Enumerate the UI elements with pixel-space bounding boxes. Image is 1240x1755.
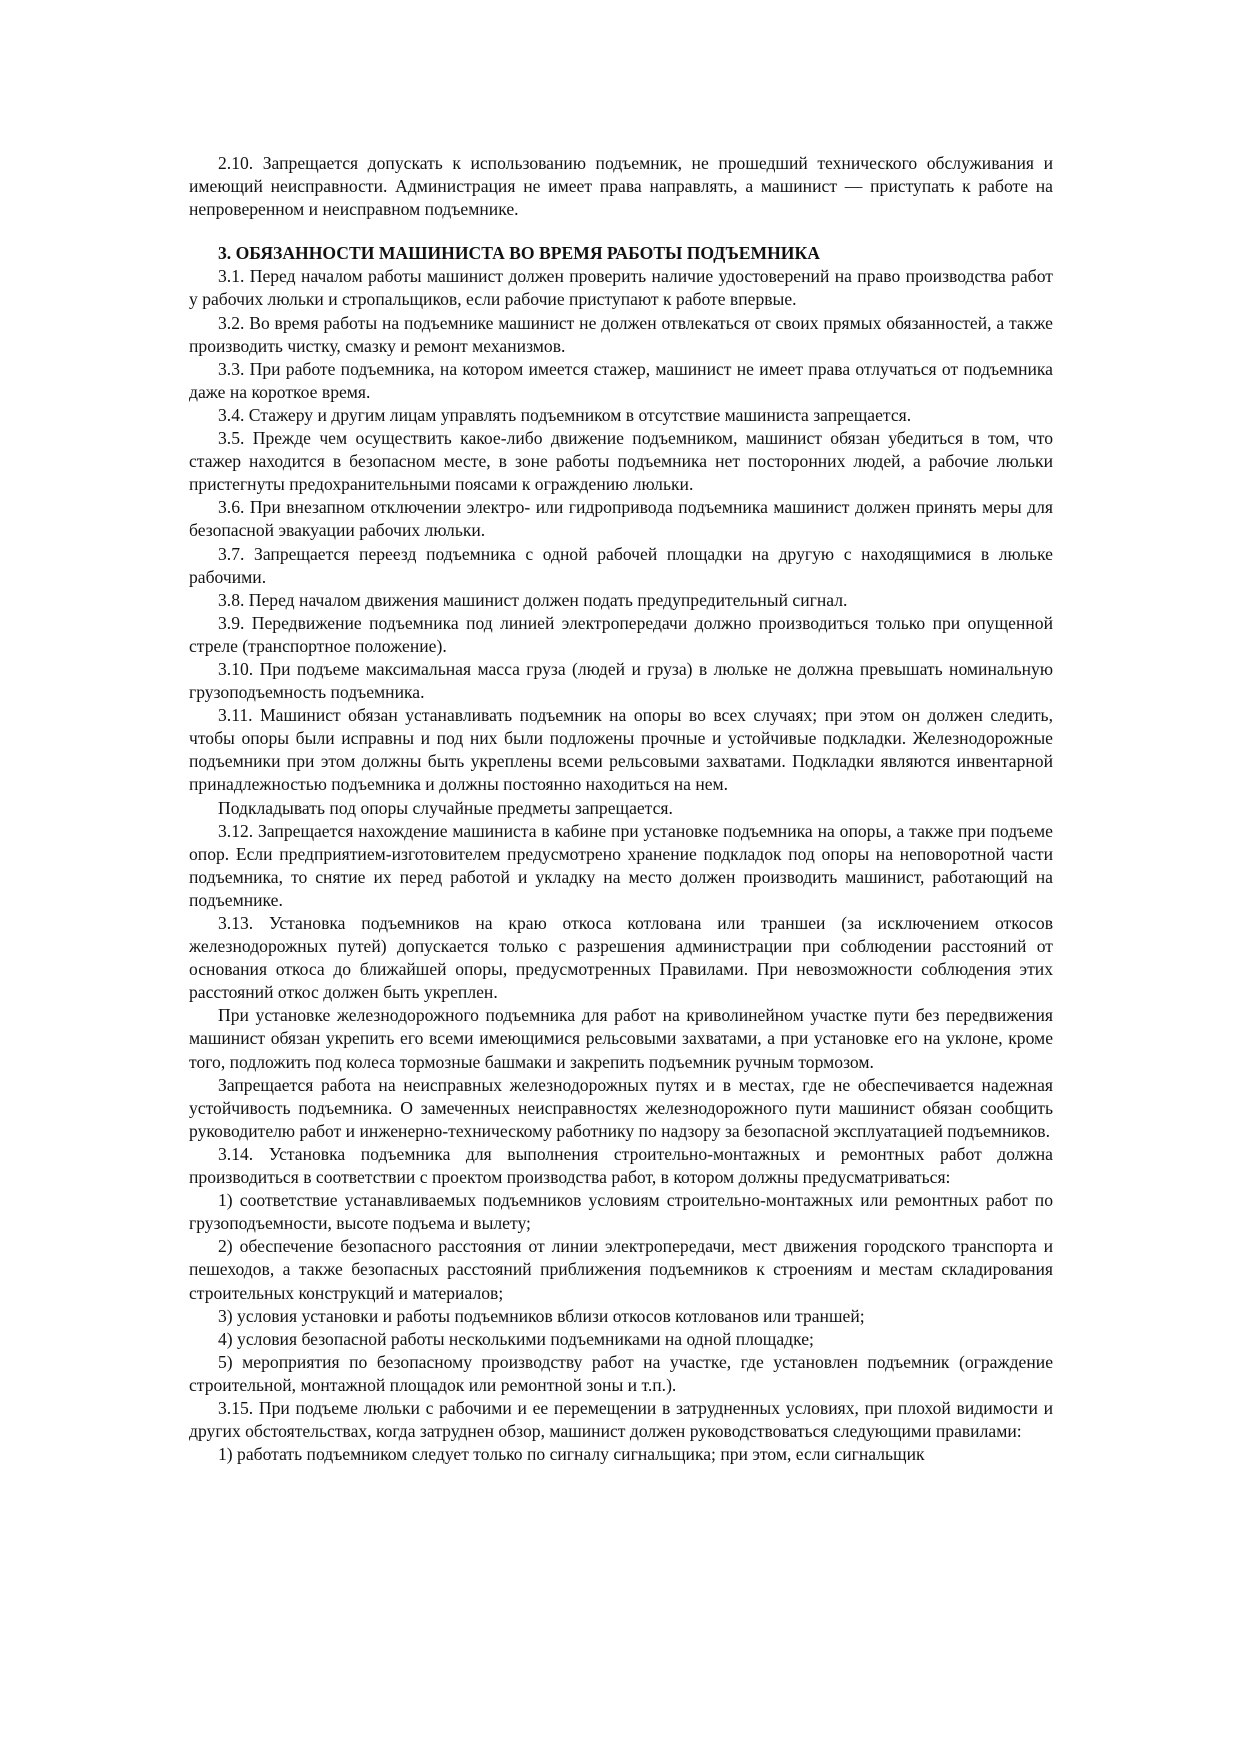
paragraph-3-8: 3.8. Перед началом движения машинист должен подать предупредительный сигнал. (218, 589, 848, 610)
list-item-3-15-1: 1) работать подъемником следует только по сигналу сигнальщика; при этом, если сигнальщик (218, 1444, 925, 1465)
paragraph-3-5: 3.5. Прежде чем осуществить какое-либо движение подъемником, машинист обязан убедиться в том, что стажер находится в безопасном месте, в зоне работы подъемника нет посторонних людей, а рабочие люльки пристегнуты предохранительными поясами к ограждению люльки. (189, 428, 1053, 495)
paragraph-3-3: 3.3. При работе подъемника, на котором имеется стажер, машинист не имеет права отлучаться от подъемника даже на короткое время. (189, 358, 1053, 402)
paragraph-3-14: 3.14. Установка подъемника для выполнения строительно-монтажных и ремонтных работ должна производиться в соответствии с проектом производства работ, в котором должны предусматриваться: (189, 1143, 1053, 1188)
paragraph-3-13-faulty-track: Запрещается работа на неисправных железнодорожных путях и в местах, где не обеспечивается надежная устойчивость подъемника. О замеченных неисправностях железнодорожного пути машинист обязан сообщить руководителю работ и инженерно-техническому работнику по надзору за безопасной эксплуатацией подъемников. (189, 1074, 1053, 1141)
paragraph-3-7: 3.7. Запрещается переезд подъемника с одной рабочей площадки на другую с находящимися в люльке рабочими. (189, 543, 1053, 587)
paragraph-3-9: 3.9. Передвижение подъемника под линией электропередачи должно производиться только при опущенной стреле (транспортное положение). (189, 612, 1053, 656)
paragraph-2-10: 2.10. Запрещается допускать к использованию подъемник, не прошедший технического обслуживания и имеющий неисправности. Администрация не имеет права направлять, а машинист — приступать к работе на непроверенном и неисправном подъемнике. (189, 153, 1053, 220)
list-item-3-14-4: 4) условия безопасной работы несколькими подъемниками на одной площадке; (218, 1328, 814, 1349)
paragraph-3-4: 3.4. Стажеру и другим лицам управлять подъемником в отсутствие машиниста запрещается. (218, 404, 912, 425)
list-item-3-14-2: 2) обеспечение безопасного расстояния от линии электропередачи, мест движения городского транспорта и пешеходов, а также безопасных расстояний приближения подъемников к строениям и местам складирования строительных конструкций и материалов; (189, 1236, 1053, 1303)
section-heading: 3. ОБЯЗАННОСТИ МАШИНИСТА ВО ВРЕМЯ РАБОТЫ ПОДЪЕМНИКА (218, 243, 820, 264)
paragraph-3-10: 3.10. При подъеме максимальная масса груза (людей и груза) в люльке не должна превышать номинальную грузоподъемность подъемника. (189, 658, 1053, 703)
paragraph-3-13: 3.13. Установка подъемников на краю откоса котлована или траншеи (за исключением откосов железнодорожных путей) допускается только с разрешения администрации при соблюдении расстояний от основания откоса до ближайшей опоры, предусмотренных Правилами. При невозможности соблюдения этих расстояний откос должен быть укреплен. (189, 913, 1053, 1003)
paragraph-3-6: 3.6. При внезапном отключении электро- или гидропривода подъемника машинист должен принять меры для безопасной эвакуации рабочих люльки. (189, 497, 1053, 541)
paragraph-3-15: 3.15. При подъеме люльки с рабочими и ее перемещении в затрудненных условиях, при плохой видимости и других обстоятельствах, когда затруднен обзор, машинист должен руководствоваться следующими правилами: (189, 1397, 1053, 1442)
paragraph-3-1: 3.1. Перед началом работы машинист должен проверить наличие удостоверений на право производства работ у рабочих люльки и стропальщиков, если рабочие приступают к работе впервые. (189, 266, 1053, 310)
list-item-3-14-3: 3) условия установки и работы подъемников вблизи откосов котлованов или траншей; (218, 1305, 865, 1326)
list-item-3-14-5: 5) мероприятия по безопасному производству работ на участке, где установлен подъемник (ограждение строительной, монтажной площадок или ремонтной зоны и т.п.). (189, 1351, 1053, 1395)
paragraph-3-11-note: Подкладывать под опоры случайные предметы запрещается. (218, 797, 673, 818)
paragraph-3-2: 3.2. Во время работы на подъемнике машинист не должен отвлекаться от своих прямых обязанностей, а также производить чистку, смазку и ремонт механизмов. (189, 312, 1053, 356)
document-page (189, 152, 1053, 1466)
paragraph-3-13-railway: При установке железнодорожного подъемника для работ на криволинейном участке пути без передвижения машинист обязан укрепить его всеми имеющимися рельсовыми захватами, а при установке его на уклоне, кроме того, подложить под колеса тормозные башмаки и закрепить подъемник ручным тормозом. (189, 1005, 1053, 1072)
paragraph-3-12: 3.12. Запрещается нахождение машиниста в кабине при установке подъемника на опоры, а также при подъеме опор. Если предприятием-изготовителем предусмотрено хранение подкладок под опоры на неповоротной части подъемника, то снятие их перед работой и укладку на место должен производить машинист, работающий на подъемнике. (189, 820, 1053, 910)
list-item-3-14-1: 1) соответствие устанавливаемых подъемников условиям строительно-монтажных или ремонтных работ по грузоподъемности, высоте подъема и вылету; (189, 1190, 1053, 1234)
paragraph-3-11: 3.11. Машинист обязан устанавливать подъемник на опоры во всех случаях; при этом он должен следить, чтобы опоры были исправны и под них были подложены прочные и устойчивые подкладки. Железнодорожные подъемники при этом должны быть укреплены всеми рельсовыми захватами. Подкладки являются инвентарной принадлежностью подъемника и должны постоянно находиться на нем. (189, 705, 1053, 795)
